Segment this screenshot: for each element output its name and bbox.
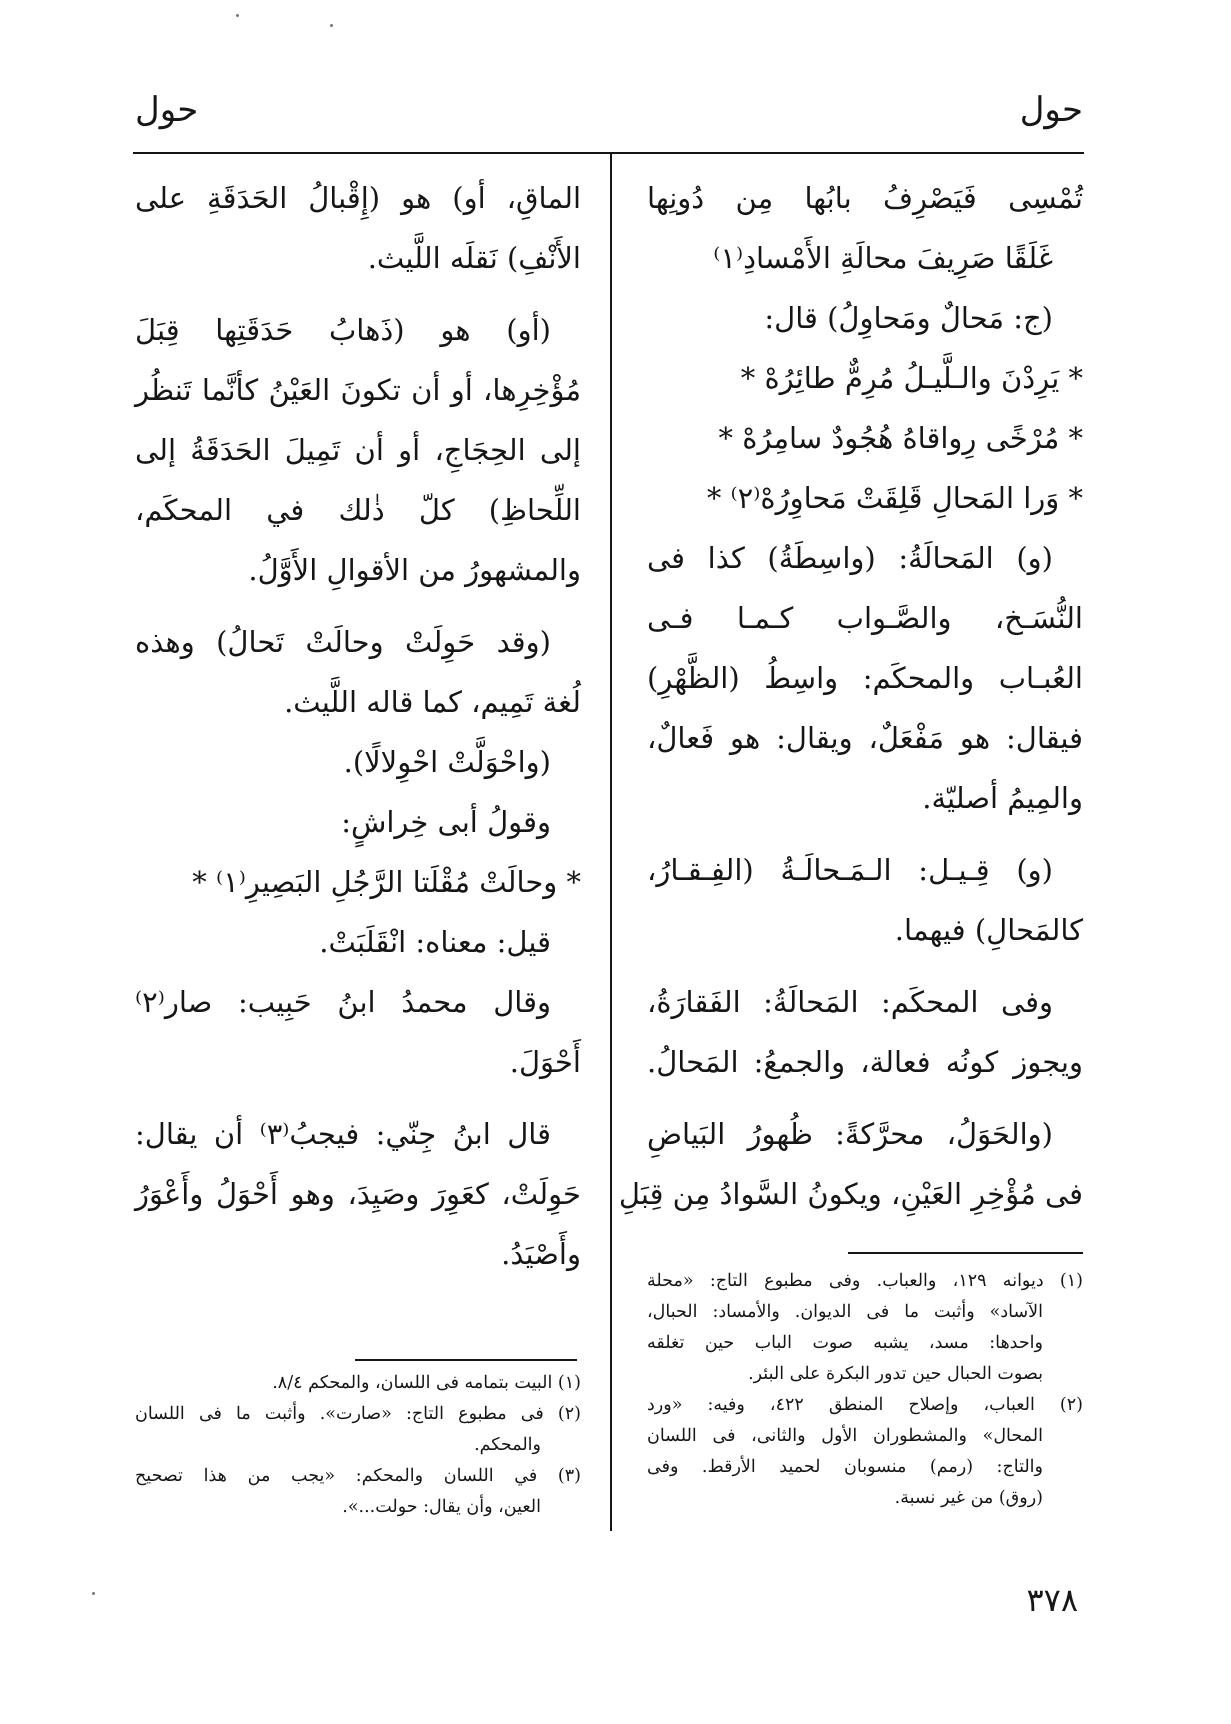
running-header-right: حول xyxy=(1019,90,1083,130)
footnotes-left xyxy=(135,1368,581,1523)
text-line: وفى المحكَم: المَحالَةُ: الفَقارَةُ، xyxy=(647,985,1053,1019)
text-line: (واحْوَلَّتْ احْوِلالًا). xyxy=(343,745,551,779)
text-line: (وقد حَوِلَتْ وحالَتْ تَحالُ) وهذه xyxy=(135,625,551,659)
text-line: (ج: مَحالٌ ومَحاوِلُ) قال: xyxy=(764,301,1053,335)
footnote-line: (روق) من غير نسبة. xyxy=(894,1488,1043,1508)
text-line: إلى الحِجَاجِ، أو أن تَمِيلَ الحَدَقَةُ إلى xyxy=(135,433,581,467)
footnote-line: (٢) العباب، وإصلاح المنطق ٤٢٢، وفيه: «ورد xyxy=(647,1395,1083,1415)
text-line: حَوِلَتْ، كعَوِرَ وصَيِدَ، وهو أَحْوَلُ وأَعْوَرُ xyxy=(135,1177,581,1211)
footnotes-right xyxy=(647,1266,1083,1514)
footnote-line: (١) البيت بتمامه فى اللسان، والمحكم ٨/٤. xyxy=(272,1373,581,1393)
page-number: ٣٧٨ xyxy=(1026,1581,1078,1619)
left-column xyxy=(135,168,581,1284)
footnote-line: المحال» والمشطوران الأول والثانى، فى اللسان xyxy=(647,1426,1043,1446)
scan-speck xyxy=(92,1592,95,1595)
footnote-rule-left xyxy=(355,1359,577,1361)
verse-line: * مُرْخًى رِواقاهُ هُجُودٌ سامِرُهْ * xyxy=(718,421,1083,455)
text-line: فيقال: هو مَفْعَلٌ، ويقال: هو فَعالٌ، xyxy=(647,721,1083,755)
footnote-line: والمحكم. xyxy=(474,1435,541,1455)
footnote-line: الآساد» وأثبت ما فى الديوان. والأمساد: الحبال، xyxy=(647,1302,1043,1322)
text-line: وأَصْيَدُ. xyxy=(501,1237,581,1271)
text-line: ويجوز كونُه فعالة، والجمعُ: المَحالُ. xyxy=(647,1045,1083,1079)
text-line: الأَنْفِ) نَقلَه اللَّيث. xyxy=(367,241,581,275)
footnote-line: بصوت الحبال حين تدور البكرة على البئر. xyxy=(748,1364,1043,1384)
running-header-left: حول xyxy=(135,90,199,130)
text-line: تُمْسِى فَيَصْرِفُ بابُها مِن دُونِها xyxy=(647,181,1083,215)
text-line: فى مُؤْخِرِ العَيْنِ، ويكونُ السَّوادُ مِن قِبَلِ xyxy=(618,1177,1083,1211)
scan-speck xyxy=(330,24,333,27)
text-line: وقال محمدُ ابنُ حَبِيب: صار⁽٢⁾ xyxy=(135,985,551,1019)
verse-line: * وحالَتْ مُقْلَتا الرَّجُلِ البَصِيرِ⁽١⁾ * xyxy=(192,865,581,899)
text-line: (أو) هو (ذَهابُ حَدَقَتِها قِبَلَ xyxy=(135,313,551,347)
text-line: اللِّحاظِ) كلّ ذٰلك في المحكَم، xyxy=(135,493,581,527)
footnote-rule-right xyxy=(848,1252,1083,1254)
text-line: قال ابنُ جِنّي: فيجبُ⁽٣⁾ أن يقال: xyxy=(135,1117,551,1151)
text-line: لُغة تَمِيم، كما قاله اللَّيث. xyxy=(284,685,581,719)
verse-line: * يَرِدْنَ والـلَّيـلُ مُرِمٌّ طائِرُهْ * xyxy=(740,361,1083,395)
text-line: والمشهورُ من الأقوالِ الأَوَّلُ. xyxy=(248,553,581,587)
column-divider xyxy=(610,153,612,1531)
footnote-line: واحدها: مسد، يشبه صوت الباب حين تغلقه xyxy=(647,1333,1043,1353)
right-column xyxy=(618,168,1083,1224)
verse-line: * وَرا المَحالِ قَلِقَتْ مَحاوِرُهْ⁽٢⁾ * xyxy=(706,481,1083,515)
footnote-line: (٣) في اللسان والمحكم: «يجب من هذا تصحيح xyxy=(135,1466,581,1486)
header-rule xyxy=(133,152,1084,154)
text-line: أَحْوَلَ. xyxy=(509,1045,581,1079)
text-line: (و) المَحالَةُ: (واسِطَةُ) كذا فى xyxy=(647,541,1053,575)
text-line: (والحَوَلُ، محرَّكةً: ظُهورُ البَياضِ xyxy=(647,1117,1053,1151)
text-line: غَلَقًا صَرِيفَ محالَةِ الأَمْسادِ⁽١⁾ xyxy=(713,241,1053,275)
scan-speck xyxy=(236,14,239,17)
text-line: والمِيمُ أصليّة. xyxy=(922,781,1083,815)
text-line: العُبـاب والمحكَم: واسِطُ (الظَّهْرِ) xyxy=(647,661,1083,695)
text-line: وقولُ أبى خِراشٍ: xyxy=(341,805,551,839)
text-line: (و) قِـيـل: الـمَـحالَـةُ (الفِـقـارُ، xyxy=(647,853,1053,887)
text-line: الماقِ، أو) هو (إِقْبالُ الحَدَقَةِ على xyxy=(135,181,581,215)
text-line: النُّسَـخ، والصَّـواب كـمـا فـى xyxy=(647,601,1083,635)
footnote-line: (٢) فى مطبوع التاج: «صارت». وأثبت ما فى اللسان xyxy=(135,1404,581,1424)
text-line: مُؤْخِرِها، أو أن تكونَ العَيْنُ كأنَّما تَنظُر xyxy=(135,373,581,407)
footnote-line: العين، وأن يقال: حولت...». xyxy=(342,1497,541,1517)
footnote-line: والتاج: (رمم) منسوبان لحميد الأرقط. وفى xyxy=(647,1457,1043,1477)
footnote-line: (١) ديوانه ١٢٩، والعباب. وفى مطبوع التاج: «محلة xyxy=(647,1271,1083,1291)
text-line: قيل: معناه: انْقَلَبَتْ. xyxy=(319,925,551,959)
text-line: كالمَحالِ) فيهما. xyxy=(894,913,1083,947)
